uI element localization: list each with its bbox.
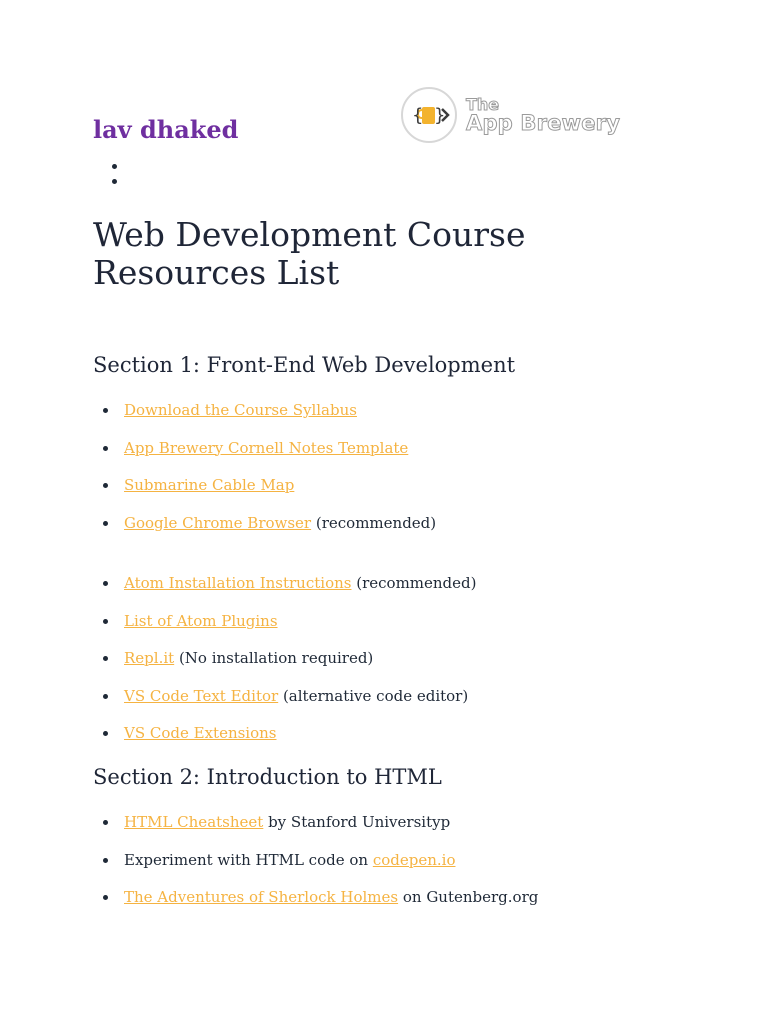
svg-text:{: { <box>412 105 424 126</box>
list-item <box>93 887 538 925</box>
list-item <box>93 850 538 888</box>
section-1-list <box>93 400 477 761</box>
submarine-cable-map-link[interactable]: Submarine Cable Map <box>124 476 295 494</box>
list-item <box>93 400 477 438</box>
logo-line1: The <box>466 94 500 114</box>
list-item <box>93 686 477 724</box>
svg-text:}: } <box>434 105 446 126</box>
list-item <box>93 648 477 686</box>
empty-bullet-list <box>112 164 117 194</box>
list-item <box>93 475 477 513</box>
list-item <box>93 611 477 649</box>
author-name: lav dhaked <box>93 115 239 144</box>
item-note: (No installation required) <box>174 649 374 667</box>
app-brewery-logo <box>400 86 620 144</box>
course-syllabus-link[interactable]: Download the Course Syllabus <box>124 401 357 419</box>
html-cheatsheet-link[interactable]: HTML Cheatsheet <box>124 813 264 831</box>
section-2-title: Section 2: Introduction to HTML <box>93 765 442 789</box>
vscode-editor-link[interactable]: VS Code Text Editor <box>124 686 279 705</box>
vscode-extensions-link[interactable]: VS Code Extensions <box>124 724 277 742</box>
atom-install-link[interactable]: Atom Installation Instructions <box>124 574 352 592</box>
list-item <box>93 573 477 611</box>
sherlock-holmes-link[interactable]: The Adventures of Sherlock Holmes <box>124 888 399 906</box>
chrome-browser-link[interactable]: Google Chrome Browser <box>124 513 312 532</box>
atom-plugins-link[interactable]: List of Atom Plugins <box>124 611 278 630</box>
codepen-link[interactable]: codepen.io <box>372 850 456 869</box>
item-note: (recommended) <box>351 574 477 592</box>
empty-bullet <box>112 164 117 169</box>
list-item <box>93 812 538 850</box>
section-2-list <box>93 812 538 925</box>
list-item <box>93 513 477 551</box>
cornell-notes-link[interactable]: App Brewery Cornell Notes Template <box>124 438 409 457</box>
empty-bullet <box>112 179 117 184</box>
page-title: Web Development Course Resources List <box>93 215 526 292</box>
replit-link[interactable]: Repl.it <box>124 649 175 667</box>
item-note: (alternative code editor) <box>278 686 469 705</box>
app-brewery-badge-icon <box>400 86 458 144</box>
item-note: by Stanford Universityp <box>263 813 451 831</box>
logo-wordmark <box>466 94 621 135</box>
logo-line2: App Brewery <box>466 110 621 135</box>
section-1-title: Section 1: Front-End Web Development <box>93 353 516 377</box>
item-note: on Gutenberg.org <box>398 888 539 906</box>
list-item <box>93 723 477 761</box>
item-note: (recommended) <box>311 513 437 532</box>
list-item <box>93 438 477 476</box>
item-prefix: Experiment with HTML code on <box>124 850 373 869</box>
